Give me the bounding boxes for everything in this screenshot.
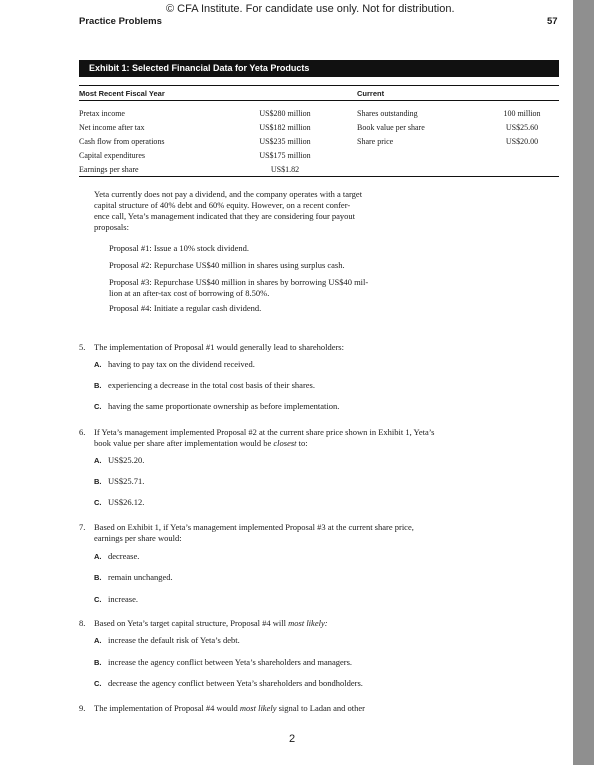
question-stem: [94, 618, 439, 629]
intro-line: proposals:: [94, 222, 129, 232]
running-title: Practice Problems: [79, 16, 162, 27]
option-6b: [94, 476, 144, 486]
proposal-1: [109, 243, 429, 254]
option-text: having the same proportionate ownership as before implementation.: [108, 401, 340, 411]
stem-text: If Yeta’s management implemented Proposal #2 at the current share price shown in Exhibit 1, Yeta’s book value per share after implementation would be: [94, 427, 435, 448]
option-text: increase.: [108, 594, 138, 604]
option-letter: C.: [94, 679, 102, 688]
exhibit-bottom-rule: [79, 176, 559, 177]
option-7b: [94, 572, 173, 582]
question-stem: [94, 427, 439, 449]
option-text: increase the agency conflict between Yeta’s shareholders and managers.: [108, 657, 353, 667]
option-5a: [94, 359, 255, 369]
option-text: having to pay tax on the dividend received.: [108, 359, 255, 369]
question-stem: [94, 703, 439, 714]
option-letter: A.: [94, 360, 102, 369]
option-6a: [94, 455, 144, 465]
exhibit-left-label: Earnings per share: [79, 165, 139, 174]
option-8a: [94, 635, 240, 645]
stem-text: to:: [296, 438, 308, 448]
exhibit-right-header: Current: [357, 89, 385, 98]
exhibit-left-value: US$175 million: [259, 151, 311, 160]
option-text: decrease.: [108, 551, 140, 561]
proposal-line: lion at an after-tax cost of borrowing of 8.50%.: [109, 288, 270, 298]
copyright-notice: © CFA Institute. For candidate use only. Not for distribution.: [166, 3, 455, 15]
intro-line: capital structure of 40% debt and 60% equity. However, on a recent confer-: [94, 200, 351, 210]
exhibit-right-value: 100 million: [503, 109, 541, 118]
option-5b: [94, 380, 315, 390]
stem-text: signal to Ladan and other: [276, 703, 366, 713]
proposal-line: Proposal #2: Repurchase US$40 million in shares using surplus cash.: [109, 260, 345, 270]
proposal-2: [109, 260, 429, 271]
proposal-line: Proposal #4: Initiate a regular cash dividend.: [109, 303, 262, 313]
option-letter: A.: [94, 456, 102, 465]
stem-text: The implementation of Proposal #4 would: [94, 703, 240, 713]
option-letter: B.: [94, 573, 102, 582]
page-number-top: 57: [547, 16, 558, 27]
question-stem: [94, 342, 439, 353]
option-letter: A.: [94, 552, 102, 561]
stem-text: Based on Exhibit 1, if Yeta’s management implemented Proposal #3 at the current share price, earnings per share would:: [94, 522, 414, 543]
exhibit-left-label: Cash flow from operations: [79, 137, 165, 146]
stem-emphasis: most likely:: [288, 618, 328, 628]
exhibit-top-rule: [79, 85, 559, 86]
option-letter: B.: [94, 381, 102, 390]
option-text: US$25.20.: [108, 455, 145, 465]
exhibit-right-label: Share price: [357, 137, 394, 146]
option-text: remain unchanged.: [108, 572, 173, 582]
intro-paragraph: [94, 189, 424, 233]
proposal-4: [109, 303, 429, 314]
exhibit-left-value: US$280 million: [259, 109, 311, 118]
proposal-line: Proposal #3: Repurchase US$40 million in shares by borrowing US$40 mil-: [109, 277, 369, 287]
option-text: US$25.71.: [108, 476, 145, 486]
exhibit-right-value: US$20.00: [505, 137, 539, 146]
option-letter: C.: [94, 595, 102, 604]
question-number: 5.: [79, 342, 86, 352]
option-8b: [94, 657, 352, 667]
option-letter: B.: [94, 477, 102, 486]
option-5c: [94, 401, 339, 411]
proposal-line: Proposal #1: Issue a 10% stock dividend.: [109, 243, 249, 253]
exhibit-left-header: Most Recent Fiscal Year: [79, 89, 165, 98]
option-text: increase the default risk of Yeta’s debt.: [108, 635, 240, 645]
proposal-3: [109, 277, 429, 299]
page-edge-bar: [573, 0, 594, 765]
question-number: 8.: [79, 618, 86, 628]
exhibit-left-label: Pretax income: [79, 109, 125, 118]
option-7c: [94, 594, 138, 604]
exhibit-right-label: Shares outstanding: [357, 109, 418, 118]
question-number: 9.: [79, 703, 86, 713]
stem-text: Based on Yeta’s target capital structure, Proposal #4 will: [94, 618, 289, 628]
exhibit-right-label: Book value per share: [357, 123, 425, 132]
intro-line: Yeta currently does not pay a dividend, and the company operates with a target: [94, 189, 363, 199]
option-letter: B.: [94, 658, 102, 667]
option-letter: C.: [94, 402, 102, 411]
option-letter: C.: [94, 498, 102, 507]
option-8c: [94, 678, 363, 688]
exhibit-right-value: US$25.60: [505, 123, 539, 132]
option-text: US$26.12.: [108, 497, 145, 507]
option-7a: [94, 551, 139, 561]
exhibit-left-label: Capital expenditures: [79, 151, 145, 160]
option-text: experiencing a decrease in the total cost basis of their shares.: [108, 380, 315, 390]
intro-line: ence call, Yeta’s management indicated that they are considering four payout: [94, 211, 356, 221]
option-text: decrease the agency conflict between Yeta’s shareholders and bondholders.: [108, 678, 363, 688]
exhibit-title: Exhibit 1: Selected Financial Data for Yeta Products: [79, 60, 559, 77]
option-letter: A.: [94, 636, 102, 645]
stem-emphasis: closest: [273, 438, 297, 448]
stem-emphasis: most likely: [239, 703, 277, 713]
page-number-bottom: 2: [289, 733, 296, 745]
stem-text: The implementation of Proposal #1 would generally lead to shareholders:: [94, 342, 344, 352]
exhibit-left-value: US$235 million: [259, 137, 311, 146]
exhibit-left-label: Net income after tax: [79, 123, 145, 132]
exhibit-left-value: US$1.82: [270, 165, 300, 174]
exhibit-left-value: US$182 million: [259, 123, 311, 132]
question-number: 7.: [79, 522, 86, 532]
question-number: 6.: [79, 427, 86, 437]
question-stem: [94, 522, 439, 544]
option-6c: [94, 497, 144, 507]
exhibit-header-rule: [79, 100, 559, 101]
